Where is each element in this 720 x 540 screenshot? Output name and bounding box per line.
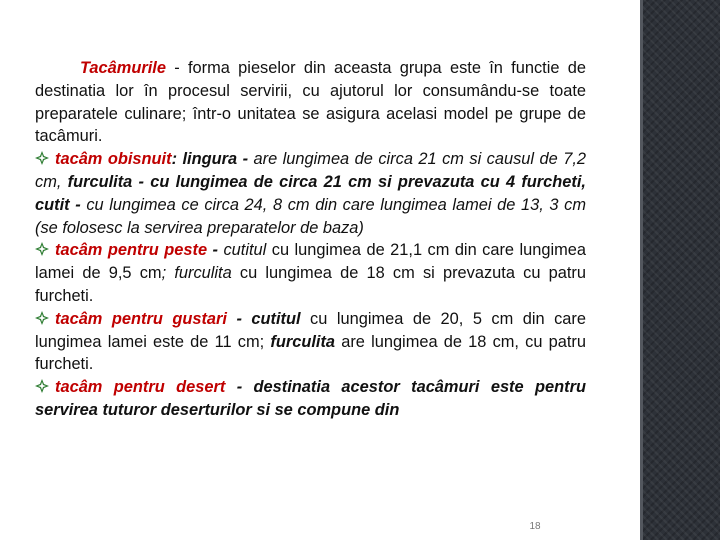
bullet-segment: are lungimea de circa 21 cm si causul de 7,2 cm, bbox=[35, 150, 586, 191]
bullet-segment: are lungimea de 18 cm, cu patru furcheti. bbox=[35, 332, 586, 374]
bullet-label: tacâm pentru gustari bbox=[55, 309, 227, 328]
bullet-segment: lingura - bbox=[182, 150, 254, 169]
diamond-bullet-icon bbox=[35, 379, 49, 393]
bullet-segment: cu lungimea de 21,1 cm din care lungimea lamei de 9,5 cm bbox=[35, 241, 586, 283]
page-number: 18 bbox=[529, 521, 541, 532]
bullet-segment: cu lungimea de 20, 5 cm din care lungimea lamei este de 11 cm; bbox=[35, 309, 586, 351]
intro-paragraph bbox=[35, 57, 586, 148]
bullet-segment: - bbox=[226, 309, 252, 328]
bullet-segment: cu lungimea de 18 cm si prevazuta cu patru furcheti. bbox=[35, 264, 587, 305]
intro-body: - forma pieselor din aceasta grupa este în functie de destinatia lor în procesul servirii, cu ajutorul lor consumându-se toate preparatele culinare; într-o unitatea se asigura acelasi model pe grupe de tacâmuri. bbox=[35, 59, 586, 146]
diamond-bullet-icon bbox=[35, 311, 49, 325]
bullet-label: tacâm pentru peste bbox=[55, 241, 208, 260]
bullet-item bbox=[35, 239, 586, 307]
bullet-segment: furculita bbox=[270, 332, 336, 351]
bullet-segment: - destinatia acestor tacâmuri este pentru servirea tuturor deserturilor si se compune din bbox=[35, 378, 586, 419]
decorative-sidebar bbox=[640, 0, 720, 540]
intro-title: Tacâmurile bbox=[80, 59, 166, 77]
diamond-bullet-icon bbox=[35, 242, 49, 256]
bullet-segment: cu lungimea ce circa 24, 8 cm din care lungimea lamei de 13, 3 cm (se folosesc la servirea preparatelor de baza) bbox=[35, 195, 586, 237]
bullet-segment: : bbox=[171, 150, 183, 169]
diamond-bullet-icon bbox=[35, 151, 49, 165]
bullet-segment: cutitul bbox=[251, 309, 301, 328]
bullet-item bbox=[35, 376, 586, 422]
bullet-label: tacâm pentru desert bbox=[55, 378, 226, 397]
bullet-label: tacâm obisnuit bbox=[55, 150, 172, 169]
bullet-segment: furculita - cu lungimea de circa 21 cm si prevazuta cu 4 furcheti, cutit - bbox=[35, 172, 586, 214]
bullet-item bbox=[35, 308, 586, 376]
bullet-item bbox=[35, 148, 586, 239]
bullet-segment: - bbox=[207, 241, 224, 260]
bullet-segment: cutitul bbox=[223, 241, 267, 260]
text-block bbox=[35, 57, 586, 422]
bullet-segment: ; furculita bbox=[161, 264, 232, 283]
